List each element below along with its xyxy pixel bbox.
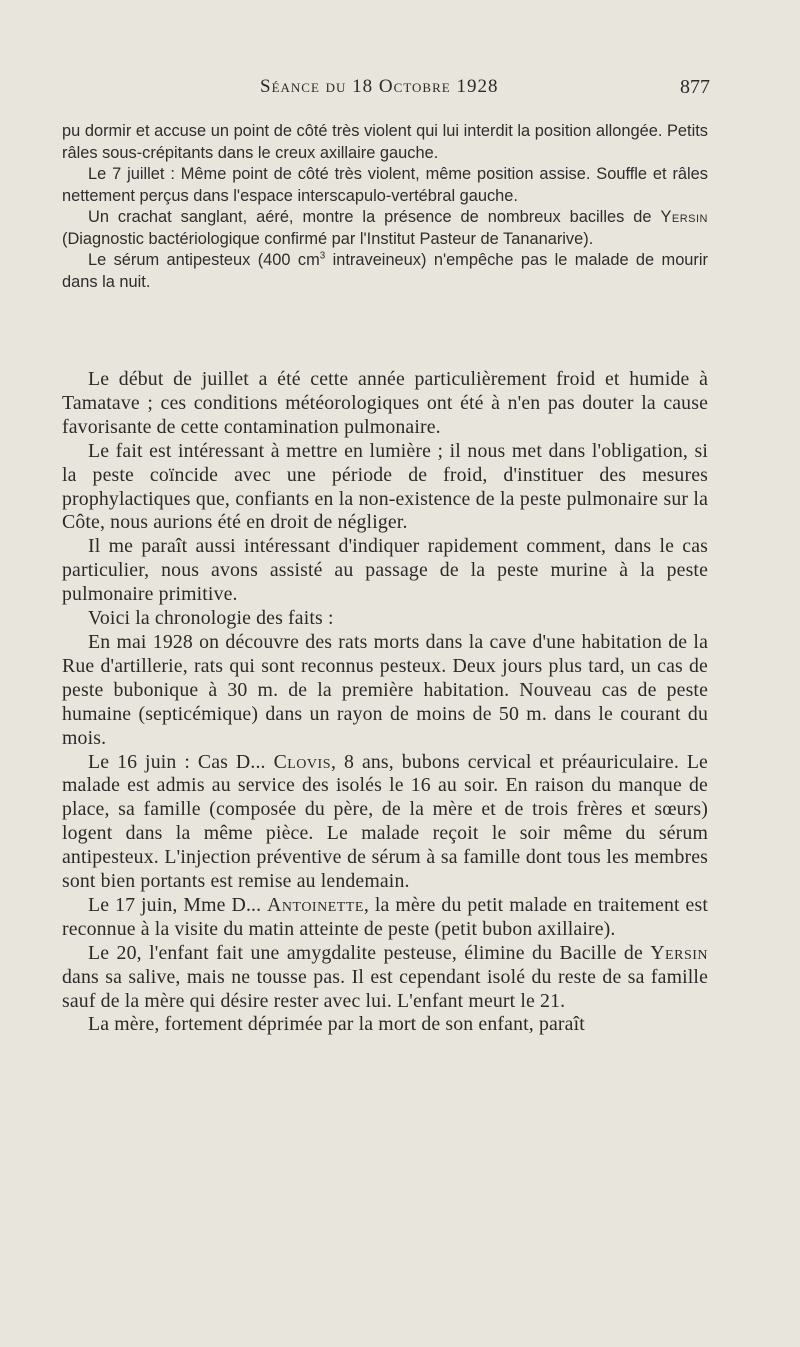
text-run: Un crachat sanglant, aéré, montre la présence de nombreux bacilles de [88,208,661,226]
case-notes-paragraph-4 [62,250,708,293]
body-paragraph-6 [62,751,708,894]
case-notes-paragraph-3 [62,207,708,250]
text-run: Le 20, l'enfant fait une amygdalite pesteuse, élimine du Bacille de [88,941,651,964]
author-name-yersin: Yersin [660,208,708,226]
case-notes-paragraph-1: pu dormir et accuse un point de côté très violent qui lui interdit la position allongée. Petits râles sous-crépitants dans le creux axillaire gauche. [62,122,708,162]
patient-name-antoinette: Antoinette [267,893,364,916]
page-header [60,76,710,106]
text-run: Le 16 juin : Cas D... [88,750,274,773]
body-paragraph-9: La mère, fortement déprimée par la mort de son enfant, paraît [88,1013,585,1036]
body-paragraph-2: Le fait est intéressant à mettre en lumière ; il nous met dans l'obligation, si la peste coïncide avec une période de froid, d'instituer des mesures prophylactiques que, confiants en la non-existence de la peste pulmonaire sur la Côte, nous aurions été en droit de négliger. [62,439,708,534]
running-head: Séance du 18 Octobre 1928 [260,76,499,97]
patient-name-clovis: Clovis [273,750,331,773]
body-paragraph-4: Voici la chronologie des faits : [88,607,334,630]
text-run: (Diagnostic bactériologique confirmé par l'Institut Pasteur de Tananarive). [62,229,594,248]
body-paragraph-1: Le début de juillet a été cette année particulièrement froid et humide à Tamatave ; ces conditions météorologiques ont été à n'en pas douter la cause favorisante de cette contamination pulmonaire. [62,368,708,438]
text-run: , la mère du petit malade en traitement est reconnue à la visite du matin atteinte de peste (petit bubon axillaire). [62,893,708,940]
case-notes-block [62,121,708,293]
text-run: dans sa salive, mais ne tousse pas. Il est cependant isolé du reste de sa famille sauf de la mère qui désire rester avec lui. L'enfant meurt le 21. [62,965,708,1012]
superscript: 3 [319,250,326,262]
text-run: Le sérum antipesteux (400 cm [88,251,320,269]
body-paragraph-3: Il me paraît aussi intéressant d'indiquer rapidement comment, dans le cas particulier, nous avons assisté au passage de la peste murine à la peste pulmonaire primitive. [62,535,708,606]
case-notes-paragraph-2: Le 7 juillet : Même point de côté très violent, même position assise. Souffle et râles nettement perçus dans l'espace interscapulo-vertébral gauche. [62,165,708,205]
text-run: intraveineux) n'empêche pas le malade de mourir dans la nuit. [62,251,708,291]
author-name-yersin-2: Yersin [650,941,708,964]
body-paragraph-8 [62,942,708,1014]
body-paragraph-5: En mai 1928 on découvre des rats morts dans la cave d'une habitation de la Rue d'artillerie, rats qui sont reconnus pesteux. Deux jours plus tard, un cas de peste bubonique à 30 m. de la première habitation. Nouveau cas de peste humaine (septicémique) dans un rayon de moins de 50 m. dans le courant du mois. [62,630,708,749]
body-paragraph-7 [62,894,708,942]
main-text-block [62,368,708,1037]
text-run: , 8 ans, bubons cervical et préauriculaire. Le malade est admis au service des isolés le 16 au soir. En raison du manque de place, sa famille (composée du père, de la mère et de trois frères et sœurs) logent dans la même pièce. Le malade reçoit le soir même du sérum antipesteux. L'injection préventive de sérum à sa famille dont tous les membres sont bien portants est remise au lendemain. [62,750,708,893]
text-run: Le 17 juin, Mme D... [88,893,268,916]
page-number: 877 [680,76,710,98]
